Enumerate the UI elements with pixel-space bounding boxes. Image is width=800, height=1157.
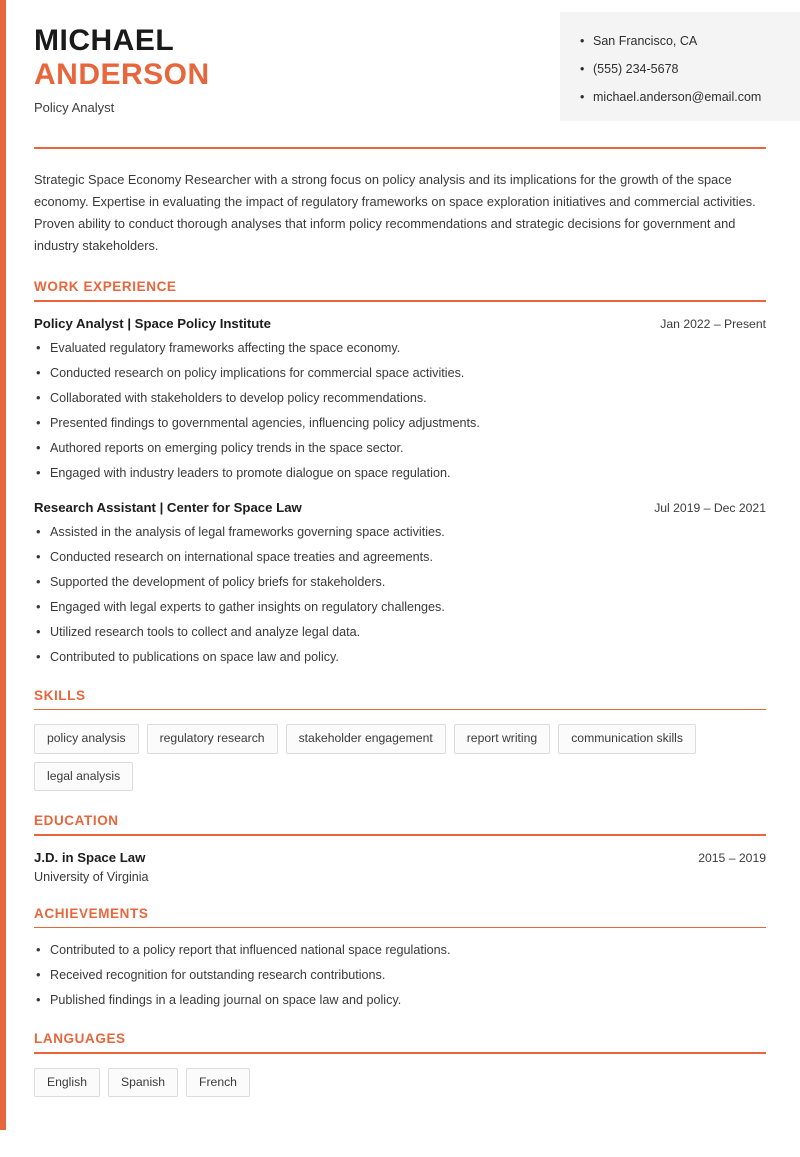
contact-location-text: San Francisco, CA [593, 34, 698, 48]
section-divider [34, 834, 766, 836]
list-item: • Received recognition for outstanding research contributions. [34, 967, 766, 984]
bullet-icon: • [580, 90, 585, 104]
skill-chip: report writing [454, 724, 550, 753]
section-languages [34, 1031, 766, 1097]
experience-title: Research Assistant | Center for Space Law [34, 499, 302, 515]
contact-phone[interactable] [580, 62, 786, 77]
achievement-list [34, 942, 766, 1009]
bullet-icon: • [580, 34, 585, 48]
section-divider [34, 1052, 766, 1054]
language-chip: Spanish [108, 1068, 178, 1097]
skill-chip: policy analysis [34, 724, 139, 753]
list-item: • Utilized research tools to collect and analyze legal data. [34, 624, 766, 641]
education-degree: J.D. in Space Law [34, 849, 146, 865]
list-item: • Collaborated with stakeholders to develop policy recommendations. [34, 390, 766, 407]
language-chip-list [34, 1068, 766, 1097]
experience-entry-head [34, 316, 766, 331]
contact-location [580, 34, 786, 49]
list-item: • Assisted in the analysis of legal frameworks governing space activities. [34, 524, 766, 541]
experience-entry-head [34, 500, 766, 515]
skill-chip: regulatory research [147, 724, 278, 753]
language-chip: English [34, 1068, 100, 1097]
list-item: • Contributed to publications on space law and policy. [34, 649, 766, 666]
skill-chip-list [34, 724, 766, 791]
experience-entry [34, 316, 766, 482]
resume-body [0, 169, 800, 1157]
list-item: • Conducted research on policy implications for commercial space activities. [34, 365, 766, 382]
experience-bullets [34, 524, 766, 666]
language-chip: French [186, 1068, 250, 1097]
skill-chip: stakeholder engagement [286, 724, 446, 753]
skill-chip: communication skills [558, 724, 696, 753]
contact-panel [560, 12, 800, 121]
list-item: • Conducted research on international space treaties and agreements. [34, 549, 766, 566]
header-identity [0, 0, 560, 133]
accent-bar [0, 0, 6, 1130]
education-entry-head [34, 850, 766, 865]
list-item: • Contributed to a policy report that influenced national space regulations. [34, 942, 766, 959]
list-item: • Engaged with legal experts to gather insights on regulatory challenges. [34, 599, 766, 616]
list-item: • Published findings in a leading journal on space law and policy. [34, 992, 766, 1009]
section-title-achievements: ACHIEVEMENTS [34, 905, 149, 921]
section-divider [34, 300, 766, 302]
contact-email-text: michael.anderson@email.com [593, 90, 762, 104]
section-title-skills: SKILLS [34, 687, 86, 703]
list-item: • Engaged with industry leaders to promote dialogue on space regulation. [34, 465, 766, 482]
contact-email[interactable] [580, 90, 786, 105]
section-divider [34, 709, 766, 711]
page-bottom-spacer [34, 1097, 766, 1157]
last-name: ANDERSON [34, 57, 210, 91]
bullet-icon: • [580, 62, 585, 76]
experience-bullets [34, 340, 766, 482]
experience-title: Policy Analyst | Space Policy Institute [34, 315, 271, 331]
list-item: • Evaluated regulatory frameworks affecting the space economy. [34, 340, 766, 357]
professional-summary: Strategic Space Economy Researcher with a strong focus on policy analysis and its implications for the growth of the space economy. Expertise in evaluating the impact of regulatory frameworks on space exploration initiatives and commercial activities. Proven ability to conduct thorough analyses that inform policy recommendations and strategic decisions for government and industry stakeholders. [34, 172, 756, 254]
section-title-education: EDUCATION [34, 813, 119, 829]
header-divider [34, 147, 766, 149]
section-title-languages: LANGUAGES [34, 1031, 126, 1047]
list-item: • Supported the development of policy briefs for stakeholders. [34, 574, 766, 591]
experience-date: Jul 2019 – Dec 2021 [654, 500, 766, 515]
section-achievements [34, 906, 766, 1010]
job-title: Policy Analyst [34, 100, 115, 116]
section-title-work-experience: WORK EXPERIENCE [34, 279, 177, 295]
education-date: 2015 – 2019 [698, 850, 766, 865]
section-work-experience [34, 279, 766, 666]
section-education [34, 813, 766, 884]
section-divider [34, 927, 766, 929]
education-school: University of Virginia [34, 869, 149, 884]
skill-chip: legal analysis [34, 762, 133, 791]
header-divider-wrap [0, 133, 800, 149]
section-skills [34, 688, 766, 791]
contact-phone-text: (555) 234-5678 [593, 62, 679, 76]
experience-entry [34, 500, 766, 666]
resume-header [0, 0, 800, 133]
experience-date: Jan 2022 – Present [660, 316, 766, 331]
education-entry [34, 850, 766, 884]
first-name: MICHAEL [34, 24, 175, 57]
list-item: • Authored reports on emerging policy trends in the space sector. [34, 440, 766, 457]
list-item: • Presented findings to governmental agencies, influencing policy adjustments. [34, 415, 766, 432]
